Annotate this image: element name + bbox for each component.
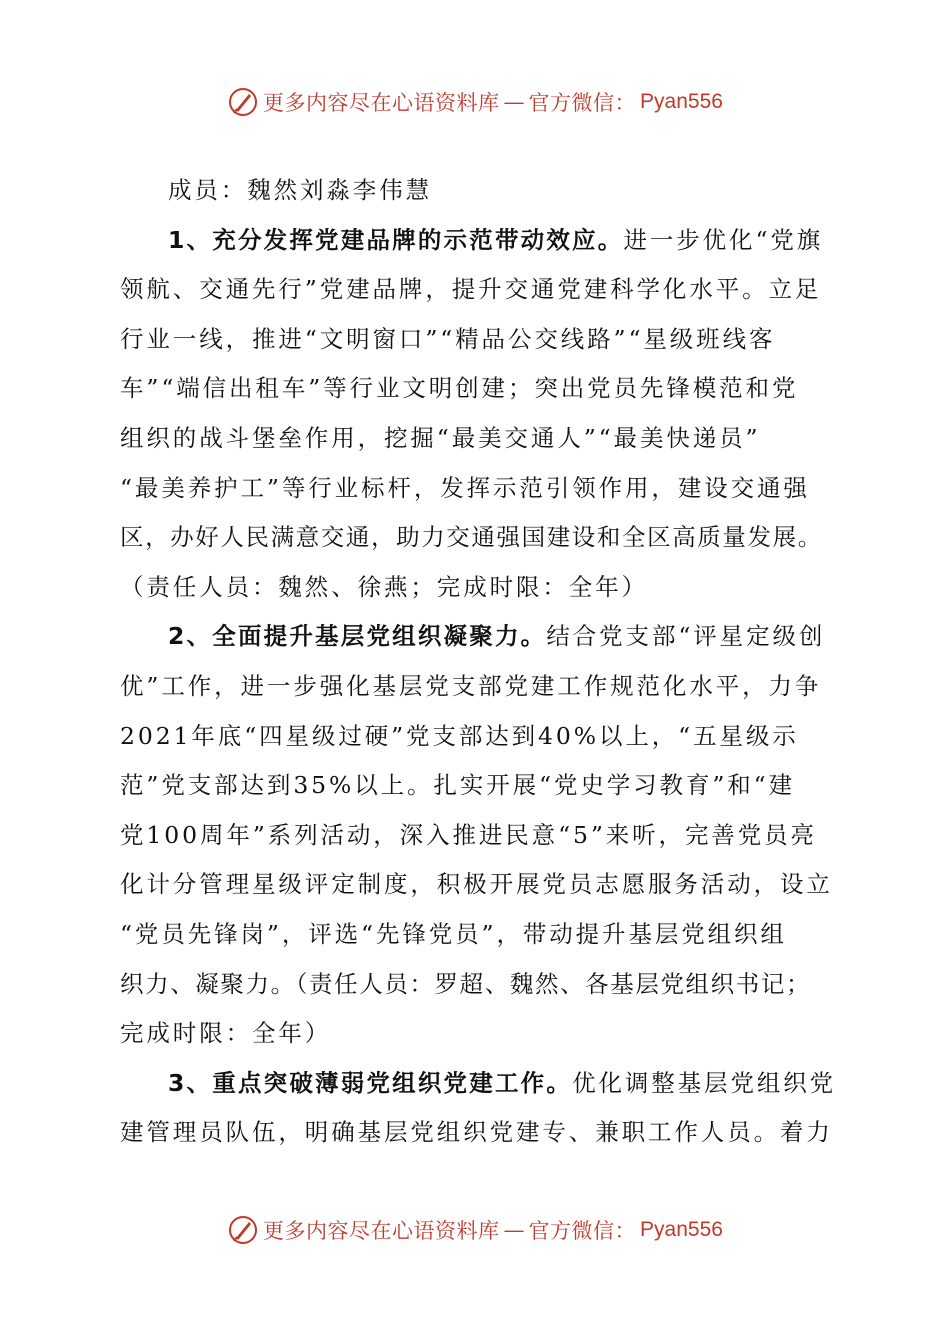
section2-line: 范”党支部达到35%以上。扎实开展“党史学习教育”和“建 (120, 771, 795, 800)
watermark-wechat-id: Pyan556 (640, 1218, 723, 1241)
watermark-header (0, 82, 950, 122)
members-line: 成员：魏然刘淼李伟慧 (168, 176, 432, 204)
watermark-text: 更多内容尽在心语资料库 (263, 1219, 500, 1243)
section2-first-rest: 结合党支部“评星定级创 (546, 622, 826, 651)
section1-first-rest: 进一步优化“党旗 (623, 225, 824, 254)
watermark-text: 更多内容尽在心语资料库 (263, 91, 500, 115)
section3-line: 建管理员队伍，明确基层党组织党建专、兼职工作人员。着力 (120, 1118, 833, 1147)
watermark-dash: — (503, 90, 525, 114)
quill-logo-icon (227, 86, 259, 118)
section2-line: “党员先锋岗”，评选“先锋党员”，带动提升基层党组织组 (120, 919, 787, 948)
section2-first-line (120, 612, 836, 662)
section1-line: （责任人员：魏然、徐燕；完成时限：全年） (120, 572, 648, 601)
watermark-wechat-label: 官方微信： (528, 1219, 637, 1243)
section1-line: 区，办好人民满意交通，助力交通强国建设和全区高质量发展。 (120, 523, 823, 552)
section2-heading: 2、全面提升基层党组织凝聚力。 (168, 622, 547, 651)
section2-line: 化计分管理星级评定制度，积极开展党员志愿服务活动，设立 (120, 870, 833, 899)
section3-first-line (120, 1059, 836, 1109)
section1-line: 组织的战斗堡垒作用，挖掘“最美交通人”“最美快递员” (120, 423, 761, 452)
quill-logo-icon (227, 1214, 259, 1246)
section3-first-rest: 优化调整基层党组织党 (572, 1068, 837, 1097)
section2-line: 党100周年”系列活动，深入推进民意“5”来听，完善党员亮 (120, 820, 817, 849)
section1-first-line (120, 216, 836, 266)
watermark-wechat-id: Pyan556 (640, 90, 723, 113)
watermark-footer (0, 1210, 950, 1250)
section1-heading: 1、充分发挥党建品牌的示范带动效应。 (168, 225, 624, 254)
section1-line: 领航、交通先行”党建品牌，提升交通党建科学化水平。立足 (120, 275, 822, 304)
section1-line: “最美养护工”等行业标杆，发挥示范引领作用，建设交通强 (120, 473, 810, 502)
section1-line: 车”“端信出租车”等行业文明创建；突出党员先锋模范和党 (120, 374, 799, 403)
section2-line: 完成时限：全年） (120, 1019, 332, 1048)
section1-line: 行业一线，推进“文明窗口”“精品公交线路”“星级班线客 (120, 324, 776, 353)
document-body (120, 166, 836, 1158)
section3-heading: 3、重点突破薄弱党组织党建工作。 (168, 1068, 573, 1097)
watermark-wechat-label: 官方微信： (528, 91, 637, 115)
section2-line: 织力、凝聚力。（责任人员：罗超、魏然、各基层党组织书记； (120, 969, 812, 998)
section2-line: 2021年底“四星级过硬”党支部达到40%以上，“五星级示 (120, 721, 799, 750)
watermark-dash: — (503, 1218, 525, 1242)
section2-line: 优”工作，进一步强化基层党支部党建工作规范化水平，力争 (120, 671, 822, 700)
